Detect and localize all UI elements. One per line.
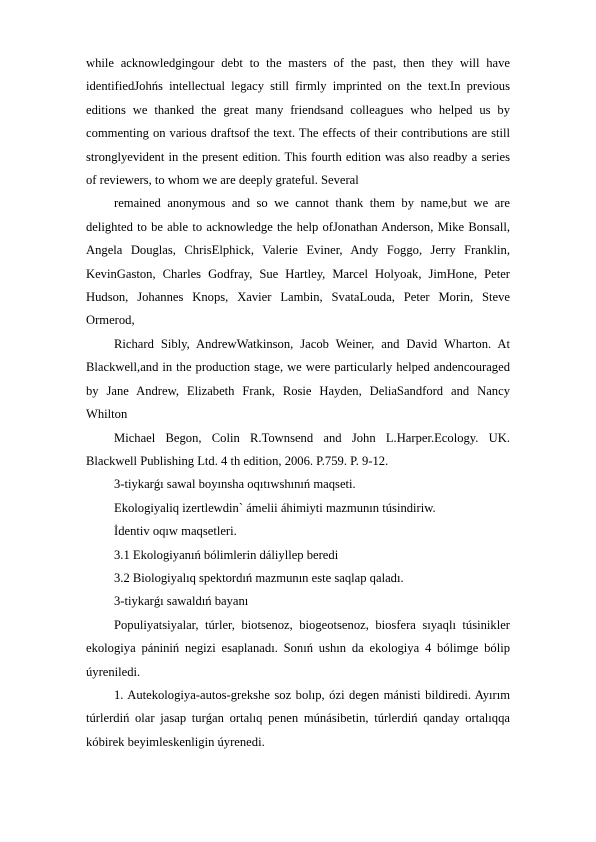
heading-question-statement: 3-tiykarǵı sawaldıń bayanı xyxy=(114,594,249,609)
paragraph-citation: Michael Begon, Colin R.Townsend and John L.Harper.Ecology. UK. Blackwell Publishing Ltd. 4 th edition, 2006. P.759. P. 9-12. xyxy=(86,430,510,468)
paragraph-autecology: 1. Autekologiya-autos-grekshe soz bolıp, ózi degen mánisti bildiredi. Ayırım túrlerdiń olar jasap turǵan ortalıq penen múnásibetin, túrlerdiń qanday ortalıqqa kóbirek beyimleskenligin úyrenedi. xyxy=(86,687,510,749)
paragraph-ecology-basics: Populiyatsiyalar, túrler, biotsenoz, biogeotsenoz, biosfera sıyaqlı túsinikler ekologiya pániniń negizi esaplanadı. Sonıń ushın da ekologiya 4 bólimge bólip úyreniledi. xyxy=(86,617,510,679)
heading-learning-objectives: İdentiv oqıw maqsetleri. xyxy=(114,524,237,539)
paragraph-reviewers-list: remained anonymous and so we cannot thank them by name,but we are delighted to be able to acknowledge the help ofJonathan Anderson, Mike Bonsall, Angela Douglas, ChrisElphick, Valerie Eviner, Andy Foggo, Jerry Franklin, KevinGaston, Charles Godfray, Sue Hartley, Marcel Holyoak, JimHone, Peter Hudson, Johannes Knops, Xavier Lambin, SvataLouda, Peter Morin, Steve Ormerod, xyxy=(86,196,510,328)
paragraph-explain-importance: Ekologiyaliq izertlewdin` ámelii áhimiyti mazmunın túsindiriw. xyxy=(114,500,436,515)
objective-3-1: 3.1 Ekologiyanıń bólimlerin dáliyllep beredi xyxy=(114,547,339,562)
objective-3-2: 3.2 Biologiyalıq spektordıń mazmunın este saqlap qaladı. xyxy=(114,570,404,585)
heading-teacher-goal: 3-tiykarǵı sawal boyınsha oqıtıwshınıń maqseti. xyxy=(114,477,356,492)
paragraph-acknowledgements-intro: while acknowledgingour debt to the masters of the past, then they will have identifiedJohńs intellectual legacy still firmly imprinted on the text.In previous editions we thanked the great many friendsand colleagues who helped us by commenting on various draftsof the text. The effects of their contributions are still stronglyevident in the present edition. This fourth edition was also readby a series of reviewers, to whom we are deeply grateful. Several xyxy=(86,56,510,188)
body-text xyxy=(86,52,510,754)
paragraph-production-thanks: Richard Sibly, AndrewWatkinson, Jacob Weiner, and David Wharton. At Blackwell,and in the production stage, we were particularly helped andencouraged by Jane Andrew, Elizabeth Frank, Rosie Hayden, DeliaSandford and Nancy Whilton xyxy=(86,336,510,422)
